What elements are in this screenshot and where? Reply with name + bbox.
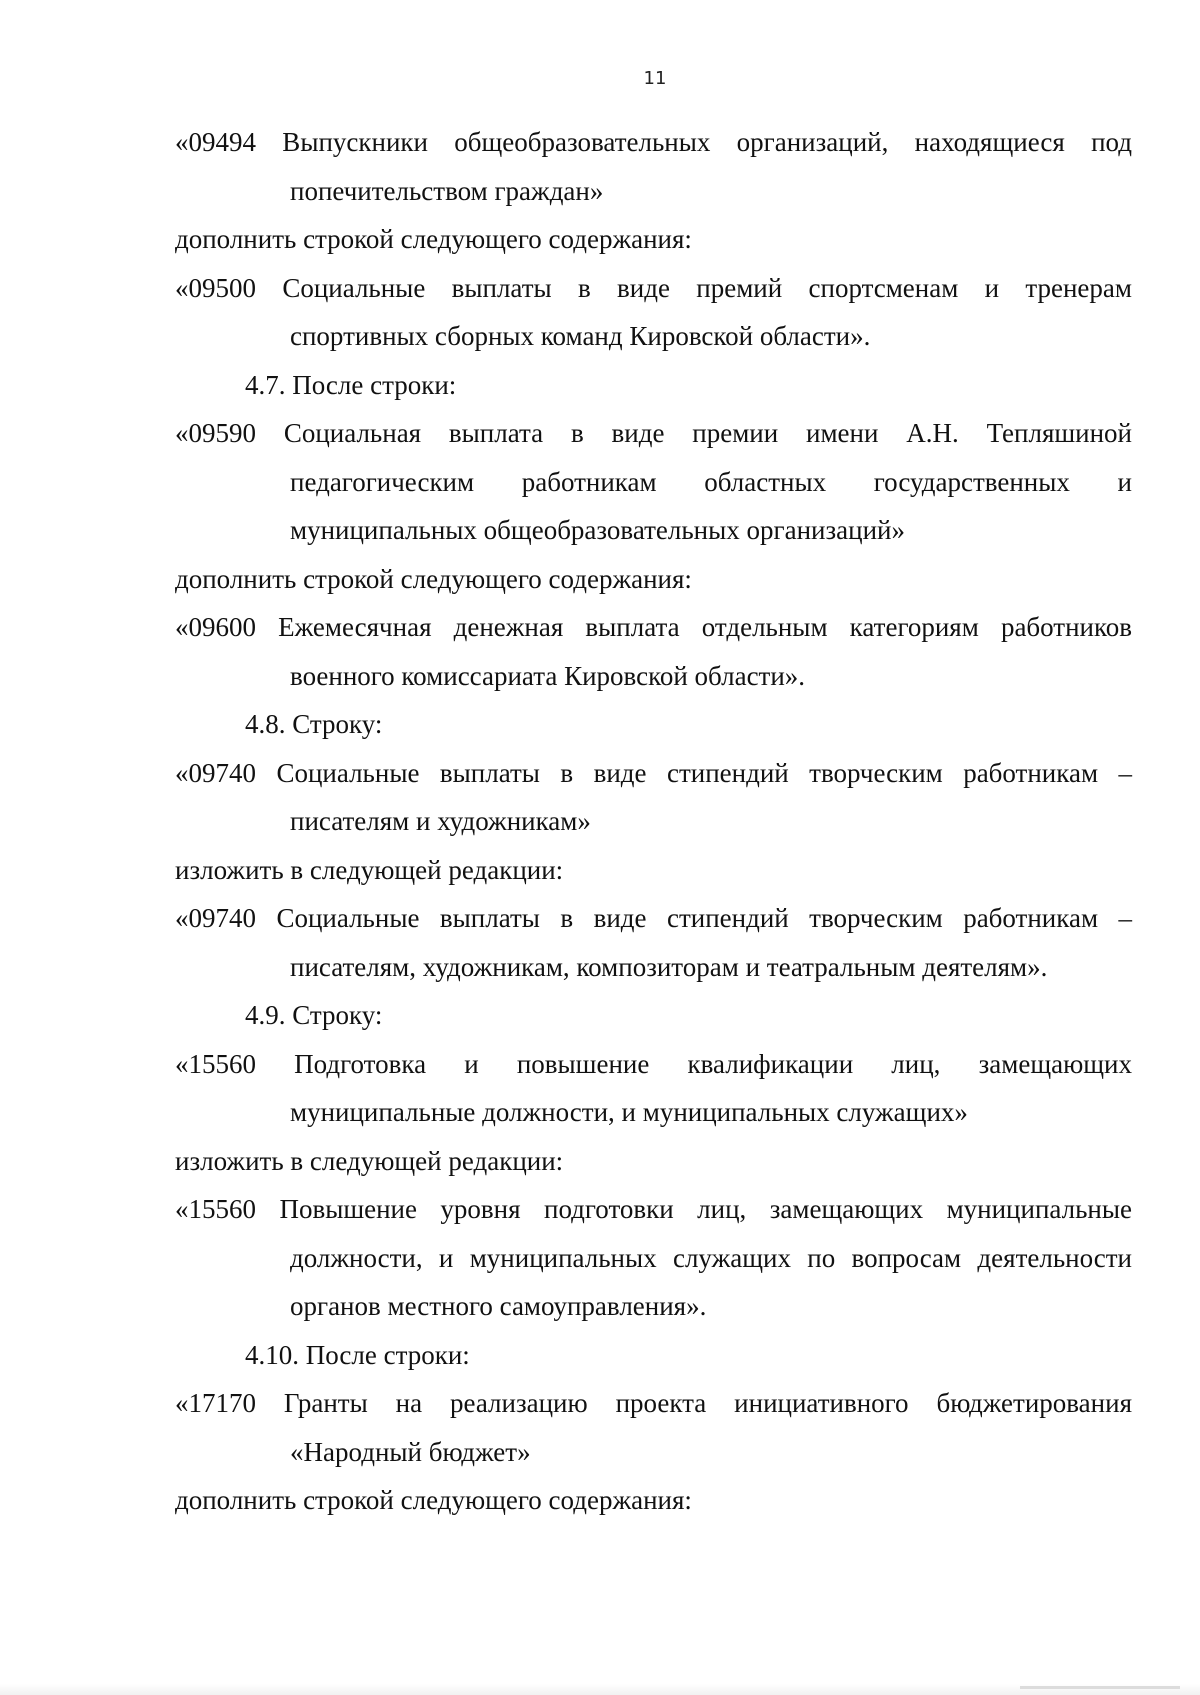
instruction-line: изложить в следующей редакции: — [175, 854, 564, 885]
entry-continuation-line: педагогическим работникам областных государственных и — [290, 466, 1132, 497]
entry-continuation-line: писателям, художникам, композиторам и театральным деятелям». — [290, 951, 1048, 982]
clause-heading: 4.9. Строку: — [245, 1000, 383, 1030]
instruction-line: дополнить строкой следующего содержания: — [175, 563, 692, 594]
entry-continuation-line: муниципальных общеобразовательных организаций» — [290, 515, 905, 545]
entry-continuation-line: писателям и художникам» — [290, 806, 591, 836]
clause-heading: 4.8. Строку: — [245, 709, 383, 739]
entry-continuation-line: должности, и муниципальных служащих по вопросам деятельности — [290, 1242, 1132, 1273]
entry-continuation-line: органов местного самоуправления». — [290, 1291, 707, 1321]
entry-code-line: «09500 Социальные выплаты в виде премий спортсменам и тренерам — [175, 272, 1132, 303]
instruction-line: дополнить строкой следующего содержания: — [175, 1485, 692, 1515]
code-entry — [175, 894, 1132, 991]
code-entry — [175, 1040, 1132, 1137]
entry-code-line: «09740 Социальные выплаты в виде стипендий творческим работникам – — [175, 757, 1132, 788]
entry-code-line: «15560 Повышение уровня подготовки лиц, замещающих муниципальные — [175, 1194, 1132, 1224]
entry-continuation-line: спортивных сборных команд Кировской области». — [290, 321, 871, 351]
scan-mark — [1020, 1686, 1180, 1689]
code-entry — [175, 1185, 1132, 1331]
page-number: 11 — [643, 68, 667, 89]
instruction-line: изложить в следующей редакции: — [175, 1145, 564, 1176]
code-entry — [175, 1379, 1132, 1476]
entry-continuation-line: попечительством граждан» — [290, 175, 604, 206]
entry-code-line: «09740 Социальные выплаты в виде стипендий творческим работникам – — [175, 903, 1132, 933]
instruction-line: дополнить строкой следующего содержания: — [175, 224, 692, 254]
entry-code-line: «09600 Ежемесячная денежная выплата отдельным категориям работников — [175, 612, 1132, 642]
code-entry — [175, 264, 1132, 361]
code-entry — [175, 409, 1132, 555]
entry-continuation-line: «Народный бюджет» — [290, 1436, 531, 1467]
clause-heading: 4.10. После строки: — [245, 1339, 470, 1370]
entry-code-line: «15560 Подготовка и повышение квалификации лиц, замещающих — [175, 1048, 1132, 1079]
entry-code-line: «09590 Социальная выплата в виде премии имени А.Н. Тепляшиной — [175, 418, 1132, 448]
entry-code-line: «09494 Выпускники общеобразовательных организаций, находящиеся под — [175, 127, 1132, 157]
entry-code-line: «17170 Гранты на реализацию проекта инициативного бюджетирования — [175, 1388, 1132, 1418]
clause-heading: 4.7. После строки: — [245, 369, 457, 400]
entry-continuation-line: военного комиссариата Кировской области». — [290, 660, 806, 691]
code-entry — [175, 118, 1132, 215]
code-entry — [175, 749, 1132, 846]
document-body — [175, 118, 1132, 1525]
code-entry — [175, 603, 1132, 700]
entry-continuation-line: муниципальные должности, и муниципальных служащих» — [290, 1097, 968, 1127]
